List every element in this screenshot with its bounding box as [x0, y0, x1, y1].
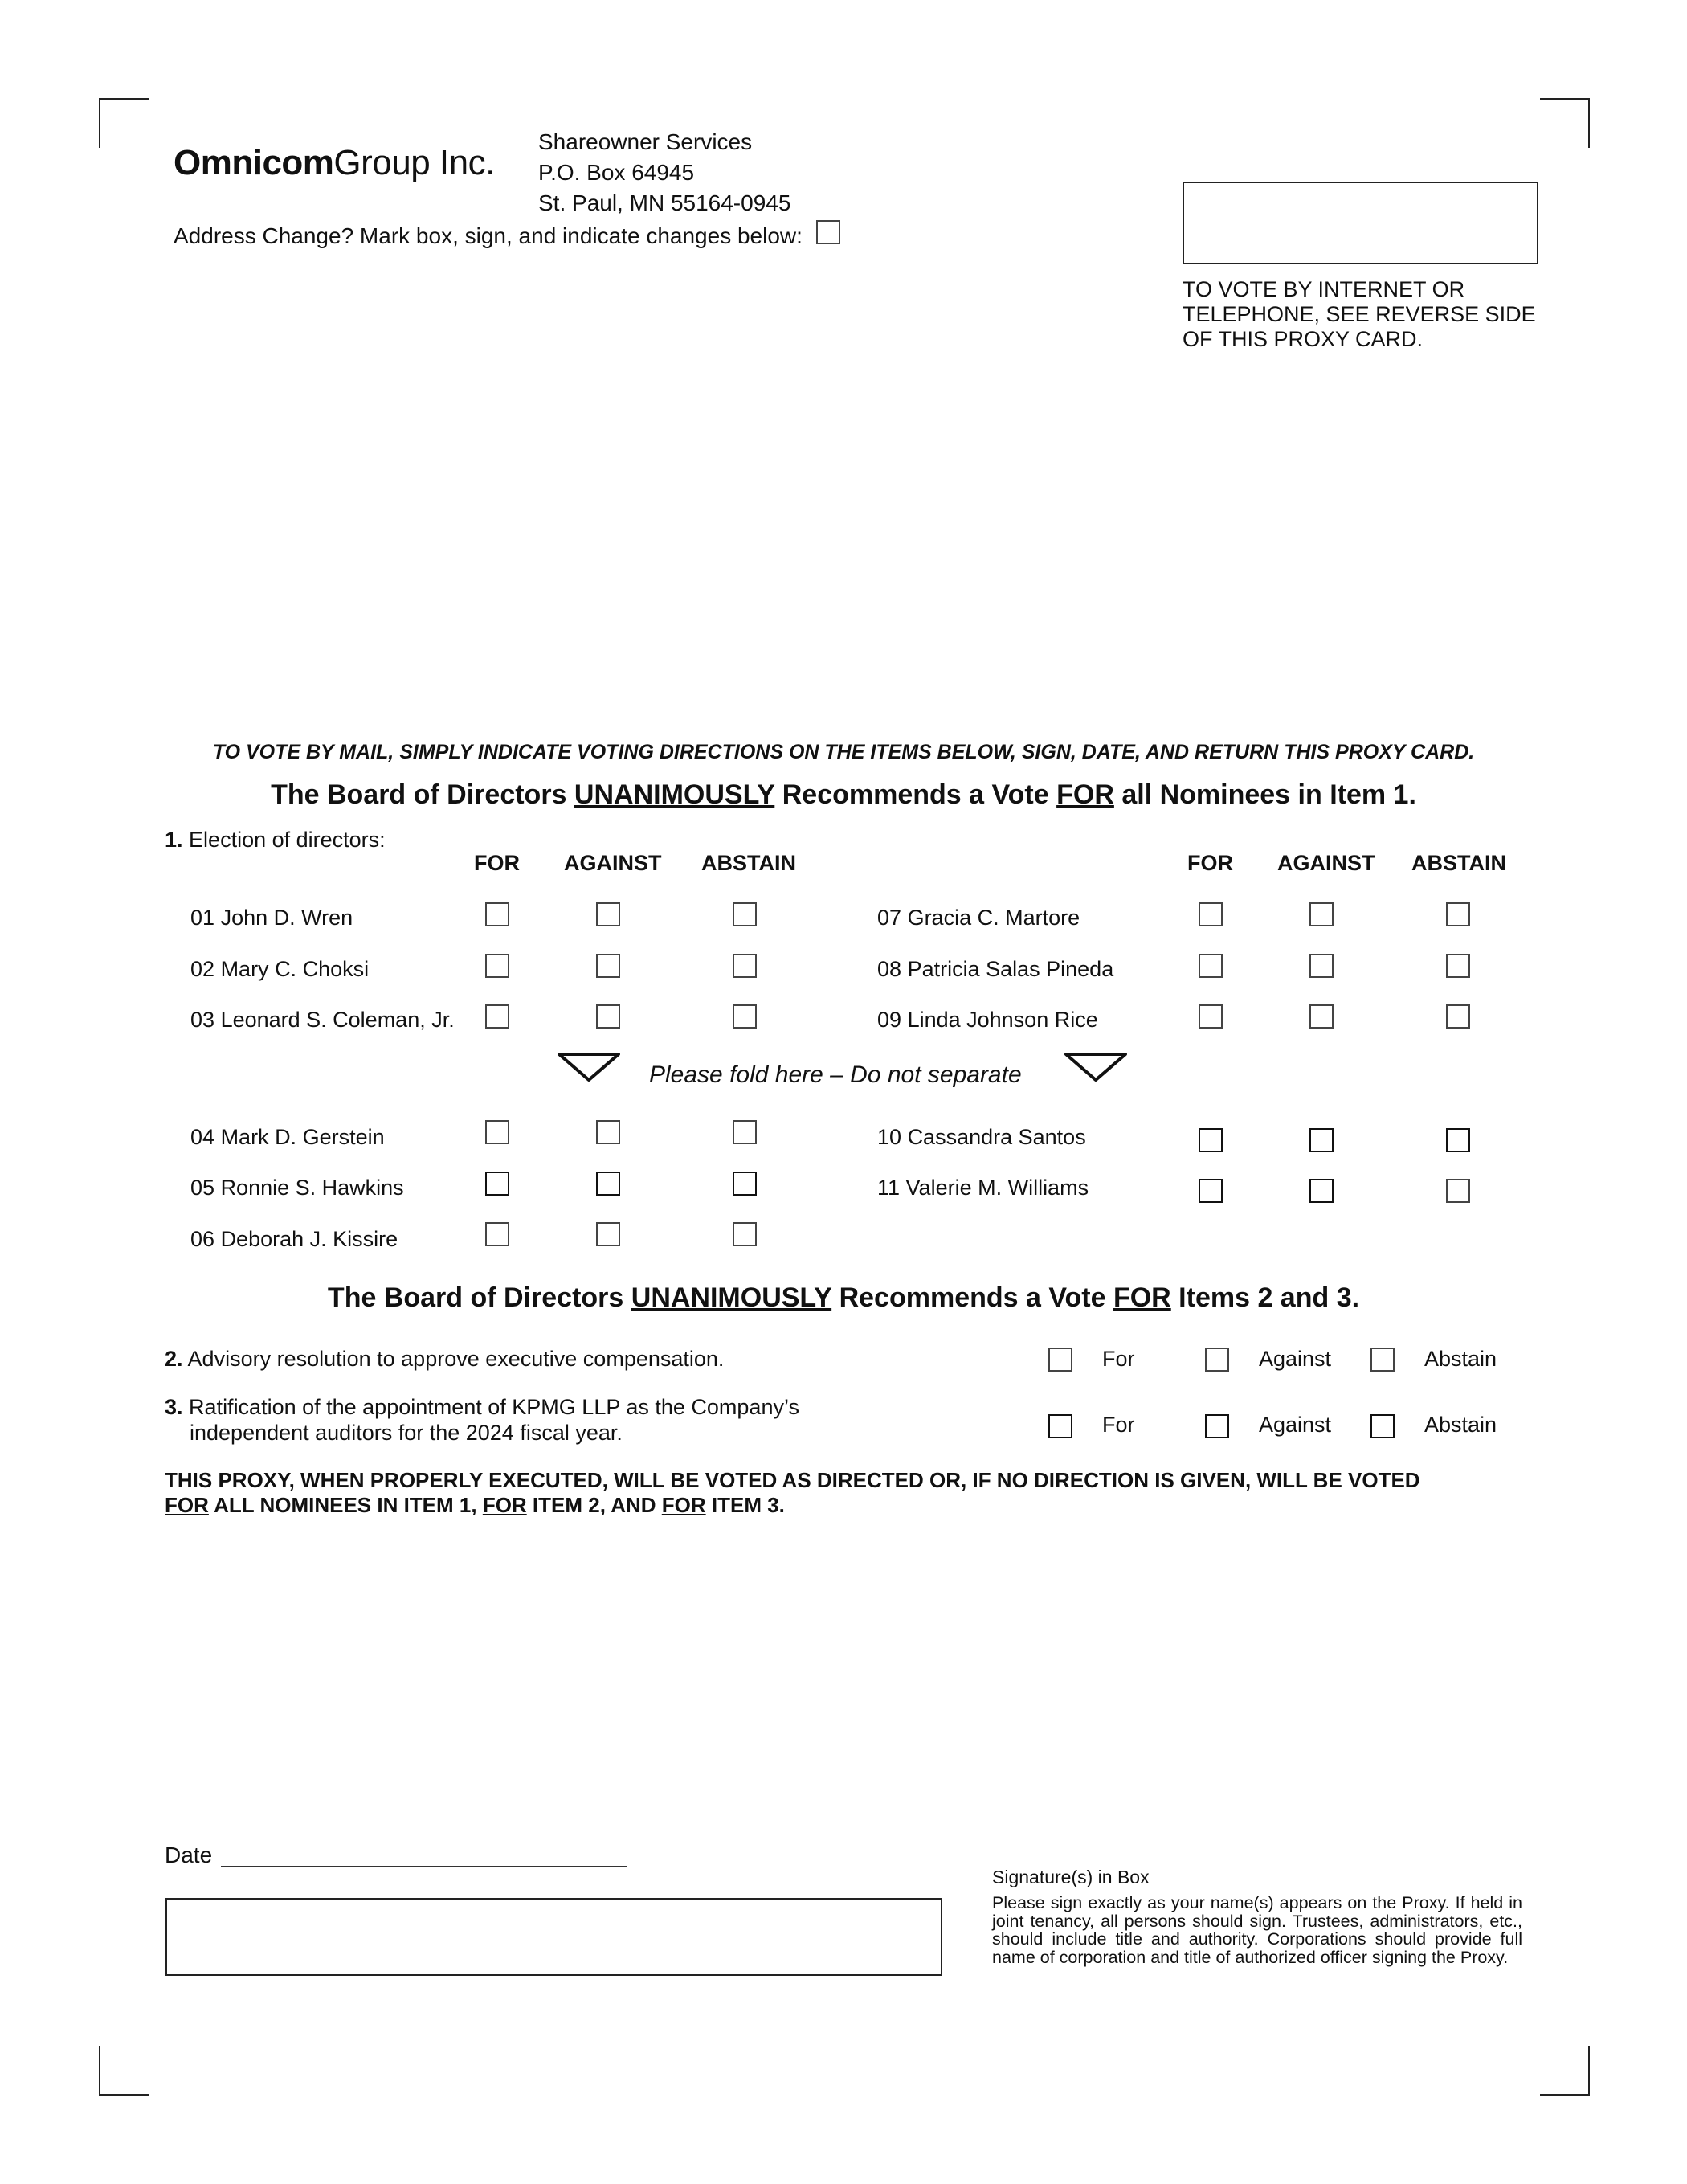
crop-mark-bottom-right — [1540, 2046, 1590, 2096]
item2-label — [165, 1346, 724, 1372]
item-number: 1. — [165, 828, 183, 852]
address-line: P.O. Box 64945 — [538, 160, 695, 185]
item-text: Election of directors: — [189, 828, 386, 852]
nominee-10-abstain-checkbox[interactable] — [1446, 1128, 1470, 1152]
nominee-number: 06 — [190, 1227, 215, 1251]
item3-for-checkbox[interactable] — [1048, 1414, 1072, 1438]
proxy-notice-line — [165, 1493, 1420, 1518]
item2-abstain-checkbox[interactable] — [1370, 1348, 1395, 1372]
signature-title: Signature(s) in Box — [992, 1867, 1150, 1887]
nominee-09-for-checkbox[interactable] — [1199, 1004, 1223, 1029]
item1-label — [165, 827, 386, 853]
nominee-09 — [877, 1007, 1098, 1033]
col-header-for: FOR — [474, 851, 520, 875]
rec-text: The Board of Directors — [327, 1282, 631, 1313]
nominee-07-against-checkbox[interactable] — [1309, 902, 1334, 926]
nominee-08-for-checkbox[interactable] — [1199, 954, 1223, 978]
nominee-08-abstain-checkbox[interactable] — [1446, 954, 1470, 978]
col-header-against: AGAINST — [1277, 851, 1375, 875]
rec-emphasis: FOR — [1056, 779, 1114, 810]
board-recommendation-item1 — [0, 778, 1687, 812]
nominee-number: 04 — [190, 1125, 215, 1149]
address-line: St. Paul, MN 55164-0945 — [538, 190, 791, 215]
item-number: 3. — [165, 1395, 183, 1419]
nominee-number: 01 — [190, 906, 215, 930]
nominee-02-for-checkbox[interactable] — [485, 954, 509, 978]
nominee-06-against-checkbox[interactable] — [596, 1222, 620, 1246]
nominee-number: 03 — [190, 1008, 215, 1032]
nominee-name: Ronnie S. Hawkins — [220, 1176, 404, 1200]
rec-text: The Board of Directors — [271, 779, 574, 810]
item3-against-checkbox[interactable] — [1205, 1414, 1229, 1438]
nominee-03 — [190, 1007, 455, 1033]
nominee-number: 11 — [877, 1176, 901, 1200]
control-number-box — [1183, 182, 1538, 264]
nominee-number: 08 — [877, 957, 902, 981]
signature-instructions: Please sign exactly as your name(s) appears on the Proxy. If held in joint tenancy, all persons should sign. Trustees, administrators, etc., should include title and authority. Corporations should provide full name of corporation and title of authorized officer signing the Proxy. — [992, 1893, 1522, 1967]
nominee-11-for-checkbox[interactable] — [1199, 1179, 1223, 1203]
notice-emphasis: FOR — [482, 1493, 527, 1517]
notice-text: ITEM 3. — [705, 1493, 785, 1517]
mailing-address — [538, 127, 790, 219]
rec-emphasis: FOR — [1113, 1282, 1171, 1313]
item2-for-label: For — [1102, 1347, 1135, 1371]
address-line: Shareowner Services — [538, 129, 753, 154]
nominee-04 — [190, 1124, 385, 1150]
vote-note-line: TELEPHONE, SEE REVERSE SIDE — [1183, 302, 1536, 326]
rec-text: Items 2 and 3. — [1170, 1282, 1360, 1313]
nominee-08-against-checkbox[interactable] — [1309, 954, 1334, 978]
nominee-name: Valerie M. Williams — [905, 1176, 1089, 1200]
date-line[interactable] — [221, 1866, 627, 1867]
vote-note-line: TO VOTE BY INTERNET OR — [1183, 277, 1465, 301]
fold-instruction: Please fold here – Do not separate — [649, 1061, 1022, 1088]
nominee-02 — [190, 956, 369, 982]
col-header-abstain: ABSTAIN — [1411, 851, 1506, 875]
nominee-03-against-checkbox[interactable] — [596, 1004, 620, 1029]
col-header-against: AGAINST — [564, 851, 662, 875]
board-recommendation-items-2-3 — [0, 1281, 1687, 1315]
nominee-06-for-checkbox[interactable] — [485, 1222, 509, 1246]
rec-text: all Nominees in Item 1. — [1113, 779, 1416, 810]
nominee-01-against-checkbox[interactable] — [596, 902, 620, 926]
nominee-10 — [877, 1124, 1086, 1150]
nominee-08 — [877, 956, 1113, 982]
nominee-number: 02 — [190, 957, 215, 981]
item3-abstain-label: Abstain — [1424, 1413, 1497, 1437]
nominee-01-for-checkbox[interactable] — [485, 902, 509, 926]
item2-against-label: Against — [1259, 1347, 1332, 1371]
nominee-07-for-checkbox[interactable] — [1199, 902, 1223, 926]
crop-mark-top-left — [99, 98, 149, 148]
nominee-05-abstain-checkbox[interactable] — [733, 1172, 757, 1196]
proxy-notice — [165, 1468, 1420, 1518]
nominee-09-abstain-checkbox[interactable] — [1446, 1004, 1470, 1029]
notice-text: ITEM 2, AND — [526, 1493, 662, 1517]
nominee-name: Gracia C. Martore — [907, 906, 1080, 930]
notice-emphasis: FOR — [661, 1493, 706, 1517]
nominee-03-for-checkbox[interactable] — [485, 1004, 509, 1029]
date-label: Date — [165, 1842, 213, 1867]
nominee-number: 07 — [877, 906, 902, 930]
crop-mark-top-right — [1540, 98, 1590, 148]
fold-arrow-right-icon — [1064, 1051, 1127, 1083]
logo-bold: Omnicom — [174, 143, 334, 182]
signature-box[interactable] — [165, 1898, 942, 1976]
proxy-notice-line: THIS PROXY, WHEN PROPERLY EXECUTED, WILL BE VOTED AS DIRECTED OR, IF NO DIRECTION IS GIVEN, WILL BE VOTED — [165, 1468, 1420, 1492]
nominee-01-abstain-checkbox[interactable] — [733, 902, 757, 926]
notice-text: ALL NOMINEES IN ITEM 1, — [208, 1493, 483, 1517]
item3-against-label: Against — [1259, 1413, 1332, 1437]
nominee-07-abstain-checkbox[interactable] — [1446, 902, 1470, 926]
internet-vote-note — [1183, 277, 1536, 352]
item2-for-checkbox[interactable] — [1048, 1348, 1072, 1372]
item3-label — [165, 1394, 799, 1446]
nominee-07 — [877, 905, 1080, 930]
nominee-name: Leonard S. Coleman, Jr. — [220, 1008, 455, 1032]
nominee-11-abstain-checkbox[interactable] — [1446, 1179, 1470, 1203]
mail-vote-instructions: TO VOTE BY MAIL, SIMPLY INDICATE VOTING DIRECTIONS ON THE ITEMS BELOW, SIGN, DATE, AND RETURN THIS PROXY CARD. — [212, 741, 1475, 763]
nominee-04-against-checkbox[interactable] — [596, 1120, 620, 1144]
nominee-06 — [190, 1226, 398, 1252]
item3-for-label: For — [1102, 1413, 1135, 1437]
rec-emphasis: UNANIMOUSLY — [631, 1282, 832, 1313]
nominee-02-against-checkbox[interactable] — [596, 954, 620, 978]
rec-emphasis: UNANIMOUSLY — [574, 779, 775, 810]
nominee-name: Cassandra Santos — [907, 1125, 1086, 1149]
item3-abstain-checkbox[interactable] — [1370, 1414, 1395, 1438]
nominee-name: Linda Johnson Rice — [907, 1008, 1098, 1032]
nominee-name: Deborah J. Kissire — [220, 1227, 398, 1251]
vote-note-line: OF THIS PROXY CARD. — [1183, 327, 1424, 351]
item-number: 2. — [165, 1347, 183, 1371]
nominee-05-for-checkbox[interactable] — [485, 1172, 509, 1196]
notice-emphasis: FOR — [165, 1493, 209, 1517]
item-text: Ratification of the appointment of KPMG LLP as the Company’s — [189, 1395, 799, 1419]
address-change-label: Address Change? Mark box, sign, and indicate changes below: — [174, 223, 803, 248]
rec-text: Recommends a Vote — [774, 779, 1057, 810]
nominee-05-against-checkbox[interactable] — [596, 1172, 620, 1196]
nominee-04-for-checkbox[interactable] — [485, 1120, 509, 1144]
company-logo — [174, 143, 495, 183]
fold-arrow-left-icon — [558, 1051, 620, 1083]
nominee-04-abstain-checkbox[interactable] — [733, 1120, 757, 1144]
nominee-01 — [190, 905, 353, 930]
nominee-06-abstain-checkbox[interactable] — [733, 1222, 757, 1246]
nominee-number: 10 — [877, 1125, 902, 1149]
nominee-09-against-checkbox[interactable] — [1309, 1004, 1334, 1029]
col-header-abstain: ABSTAIN — [701, 851, 796, 875]
crop-mark-bottom-left — [99, 2046, 149, 2096]
item2-abstain-label: Abstain — [1424, 1347, 1497, 1371]
nominee-10-against-checkbox[interactable] — [1309, 1128, 1334, 1152]
nominee-11-against-checkbox[interactable] — [1309, 1179, 1334, 1203]
nominee-02-abstain-checkbox[interactable] — [733, 954, 757, 978]
item2-against-checkbox[interactable] — [1205, 1348, 1229, 1372]
nominee-number: 09 — [877, 1008, 902, 1032]
logo-regular: Group Inc. — [333, 143, 495, 182]
rec-text: Recommends a Vote — [831, 1282, 1113, 1313]
nominee-03-abstain-checkbox[interactable] — [733, 1004, 757, 1029]
item-text: Advisory resolution to approve executive compensation. — [187, 1347, 725, 1371]
address-change-checkbox[interactable] — [816, 220, 840, 244]
nominee-05 — [190, 1175, 404, 1200]
col-header-for: FOR — [1187, 851, 1233, 875]
nominee-name: John D. Wren — [220, 906, 353, 930]
nominee-11 — [877, 1175, 1089, 1200]
nominee-name: Patricia Salas Pineda — [907, 957, 1114, 981]
nominee-name: Mary C. Choksi — [220, 957, 370, 981]
nominee-10-for-checkbox[interactable] — [1199, 1128, 1223, 1152]
nominee-number: 05 — [190, 1176, 215, 1200]
nominee-name: Mark D. Gerstein — [220, 1125, 385, 1149]
item-text: independent auditors for the 2024 fiscal year. — [190, 1421, 623, 1445]
